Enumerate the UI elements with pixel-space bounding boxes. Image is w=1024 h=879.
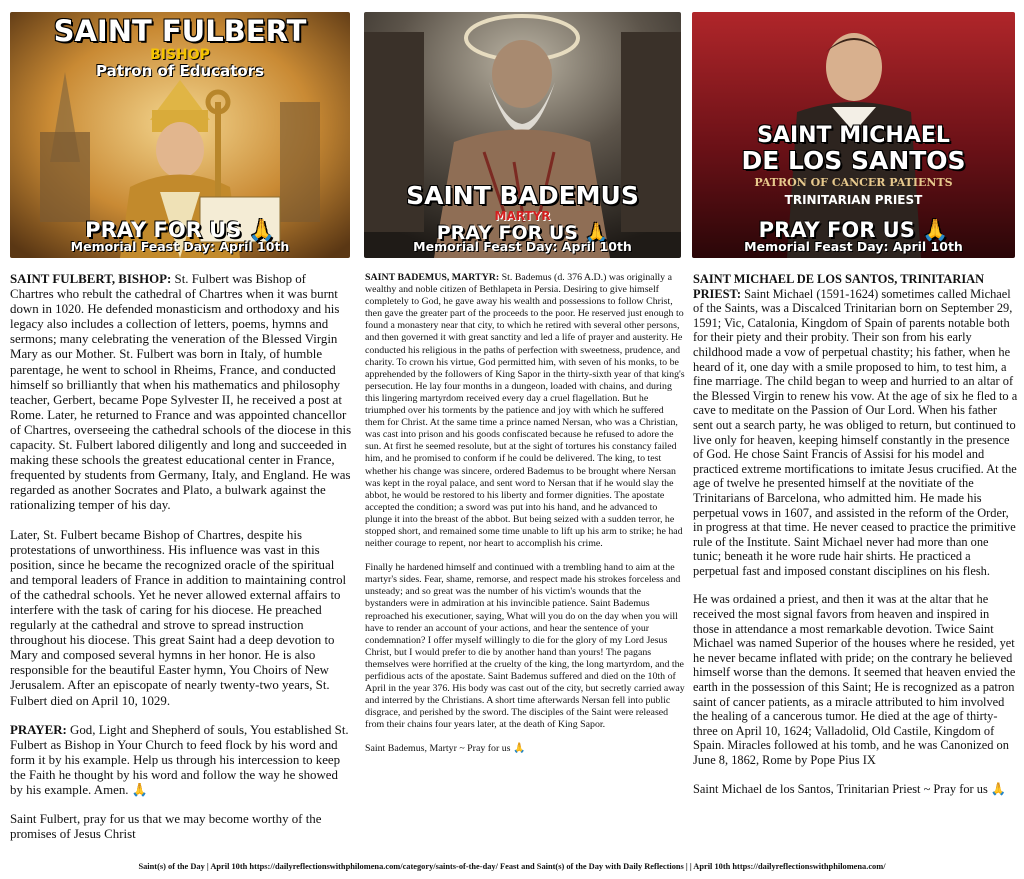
bademus-closing-text: Saint Bademus, Martyr ~ Pray for us bbox=[365, 743, 511, 755]
bademus-title: SAINT BADEMUS bbox=[406, 181, 639, 210]
michael-pray bbox=[692, 220, 1015, 241]
bademus-paragraph-1: St. Bademus (d. 376 A.D.) was originally a wealthy and noble citizen of Bethlapeta in Persia. Desiring to give himself completely to God, he gave away his wealth and possessions to follow Christ, then gave the greater part of the proceeds to the poor. He reserved just enough to found a monastery near that city, to which he retired with several other persons, and then governed it with great sanctity and led a life of prayer and austerity. He conducted his religious in the paths of perfection with sweetness, prudence, and charity. To crown his virtue, God permitted him, with seven of his monks, to be apprehended by the followers of King Sapor in the thirty-sixth year of that king's persecution. He lay four months in a dungeon, loaded with chains, and during this lingering martyrdom received every day a cruel flagellation. But he triumphed over his torments by the patience and joy with which he suffered them for Christ. At the same time a prince named Nersan, who was a Christian, was cast into prison and his goods confiscated because he refused to adore the sun. At first he seemed resolute, but at the sight of tortures his constancy failed him, and he promised to conform if he could be delivered. The king, to test whether his change was sincere, ordered Bademus to be brought where Nersan was kept in the royal palace, and sent word to Nersan that if he would slay the abbot, he would be restored to his liberty and former dignities. The apostate accepted the condition; a sword was put into his hand, and he advanced to plunge it into the breast of the abbot. But being seized with a sudden terror, he stopped short, and remained some time unable to lift up his arm to strike; he had neither courage to repent, nor heart to accomplish his crime. bbox=[365, 272, 685, 550]
praying-hands-icon: 🙏 bbox=[512, 743, 526, 755]
fulbert-paragraph-2: Later, St. Fulbert became Bishop of Chartres, despite his protestations of unworthiness. His influence was vast in this position, since he became the recognized oracle of the spiritual and temporal leaders of France in addition to maintaining control of the cathedral schools. Yet he never allowed external affairs to interfere with the task of caring for his diocese. He preached regularly at the cathedral and strove to spread instruction throughout his diocese. This great Saint had a deep devotion to Mary and composed several hymns in her honor. He is also responsible for the beautiful Easter hymn, You Choirs of New Jerusalem. After an episcopate of nearly twenty-two years, St. Fulbert died on April 10, 1029. bbox=[10, 527, 347, 708]
michael-closing-text: Saint Michael de los Santos, Trinitarian Priest ~ Pray for us bbox=[693, 781, 988, 796]
michael-column bbox=[693, 272, 1018, 810]
michael-pray-text: PRAY FOR US bbox=[758, 218, 915, 242]
michael-intro bbox=[693, 272, 1018, 578]
praying-hands-icon: 🙏 bbox=[584, 222, 609, 244]
fulbert-patronage: Patron of Educators bbox=[95, 62, 265, 80]
fulbert-paragraph-1: St. Fulbert was Bishop of Chartres who rebult the cathedral of Chartres when it was burnt down in 1020. He defended monasticism and orthodoxy and his legacy also includes a collection of letters, poems, hymns and sermons; many celebrating the veneration of the Blessed Virgin Mary as our Mother. St. Fulbert was born in Italy, of humble parentage, he went to school in Rheims, France, and conducted himself so brilliantly that when his mathematics and philosophy teacher, Gerbert, became Pope Sylvester II, he received a post at Rome. Later, he returned to France and was appointed chancellor of Chartres, overseeing the cathedral schools of the diocese in this capacity. St. Fulbert labored diligently and long and succeeded in making these schools the greatest educational center in France, frequented by students from Germany, Italy, and England. He was regarded as another Socrates and Plato, a bulwark against the rationalizing temper of his day. bbox=[10, 272, 352, 513]
fulbert-intro bbox=[10, 272, 352, 514]
bademus-intro bbox=[365, 272, 685, 550]
fulbert-heading: SAINT FULBERT, BISHOP: bbox=[10, 272, 172, 286]
prayer-text: God, Light and Shepherd of souls, You established St. Fulbert as Bishop in Your Church to feed flock by his word and form it by his example. Help us through his intercession to keep the Faith he thought by his word and follow the way he showed by his example. Amen. bbox=[10, 722, 349, 797]
praying-hands-icon: 🙏 bbox=[922, 218, 949, 242]
bademus-banner bbox=[364, 12, 681, 258]
bademus-subtitle: MARTYR bbox=[494, 209, 551, 223]
michael-paragraph-2: He was ordained a priest, and then it was at the altar that he received the most signal favors from heaven and inspired in those in attendance a most remarkable devotion. Twice Saint Michael was named Superior of the houses where he resided, yet he never became inflated with pride; on the contrary he believed himself worse than the demons. It seemed that heaven envied the earth in the possession of this Saint; He is recognized as a patron saint of cancer patients, as a miracle attributed to him involved the healing of a cancerous tumor. He died at the age of thirty-three on April 10, 1624; Valladolid, Old Castile, Kingdom of Spain. Miracles followed at his tomb, and he was Canonized on June 8, 1862, Rome by Pope Pius IX bbox=[693, 592, 1016, 767]
fulbert-column bbox=[10, 272, 352, 856]
michael-feast: Memorial Feast Day: April 10th bbox=[744, 238, 963, 254]
fulbert-subtitle: BISHOP bbox=[150, 47, 210, 63]
bademus-paragraph-2: Finally he hardened himself and continued with a trembling hand to aim at the martyr's sides. Fear, shame, remorse, and respect made his strokes forceless and unsteady; and so great was the number of his victim's wounds that the bystanders were in admiration at his invincible patience. Saint Bademus reproached his executioner, saying, What will you do on the day when you will have to render an account of your actions, and hear the sentence of your condemnation? I offer myself willingly to die for the glory of my Lord Jesus Christ, but I would prefer to die by another hand than yours! The pagans themselves were horrified at the cruelty of the king, the long martyrdom, and the perfidious acts of the apostate. Saint Bademus suffered and died on the 10th of April in the year 376. His body was cast out of the city, but secretly carried away and interred by the Christians. A short time afterwards Nersan fell into public disgrace, and perished by the sword. The disciples of the Saint were released from their chains four years later, at the death of King Sapor. bbox=[365, 562, 685, 731]
fulbert-pray-text: PRAY FOR US bbox=[85, 218, 242, 242]
fulbert-feast: Memorial Feast Day: April 10th bbox=[70, 238, 290, 254]
michael-role: TRINITARIAN PRIEST bbox=[784, 193, 923, 207]
michael-patronage: PATRON OF CANCER PATIENTS bbox=[754, 176, 953, 189]
michael-title-line2: DE LOS SANTOS bbox=[741, 146, 966, 175]
michael-banner bbox=[692, 12, 1015, 258]
michael-heading: SAINT MICHAEL DE LOS SANTOS, TRINITARIAN PRIEST: bbox=[693, 272, 985, 301]
fulbert-closing: Saint Fulbert, pray for us that we may become worthy of the promises of Jesus Christ bbox=[10, 812, 322, 842]
prayer-label: PRAYER: bbox=[10, 722, 67, 737]
bademus-closing bbox=[365, 743, 685, 755]
fulbert-banner bbox=[10, 12, 350, 258]
bademus-feast: Memorial Feast Day: April 10th bbox=[413, 238, 632, 254]
bademus-heading: SAINT BADEMUS, MARTYR: bbox=[365, 272, 500, 283]
michael-closing bbox=[693, 782, 1018, 797]
michael-title-line1: SAINT MICHAEL bbox=[757, 123, 950, 148]
bademus-column bbox=[365, 272, 685, 768]
michael-paragraph-1: Saint Michael (1591-1624) sometimes called Michael of the Saints, was a Discalced Trinitarian born on September 29, 1591; Vic, Catalonia, Kingdom of Spain of parents notable both for their piety and their probity. Their son from his early childhood made a vow of perpetual chastity; his father, when he heard of it, one day with a smile proposed to him, to test him, a fine marriage. The child began to weep and hurried to an altar of the Blessed Virgin to renew his vow. At the age of six he fled to a cave to meditate on the Passion of Our Lord. When his father sent out a search party, he was obliged to return, but continued to live only for heaven, keeping himself constantly in the presence of God. He chose Saint Francis of Assisi for his model and practiced extreme mortifications to imitate Jesus crucified. At the age of twelve he presented himself at the novitiate of the Trinitarians of Barcelona, who admitted him. He made his perpetual vows in 1607, and assisted in the reform of the Order, in progress at that time. He never ceased to practice the primitive rule of the Institute. Saint Michael never had more than one tunic; beneath it he wore rude hair shirts. He practiced a perpetual fast and imposed constant disciplines on his flesh. bbox=[693, 286, 1018, 578]
bademus-pray-text: PRAY FOR US bbox=[436, 222, 578, 244]
fulbert-title: SAINT FULBERT bbox=[53, 14, 307, 48]
praying-hands-icon: 🙏 bbox=[131, 783, 148, 797]
fulbert-prayer bbox=[10, 723, 352, 798]
praying-hands-icon: 🙏 bbox=[990, 781, 1007, 796]
praying-hands-icon: 🙏 bbox=[248, 218, 275, 242]
page-footer: Saint(s) of the Day | April 10th https://dailyreflectionswithphilomena.com/category/saints-of-the-day/ Feast and Saint(s) of the Day with Daily Reflections | | April 10th https://dailyreflectionswithphilomena.com/ bbox=[138, 862, 886, 871]
fulbert-pray bbox=[10, 220, 350, 241]
